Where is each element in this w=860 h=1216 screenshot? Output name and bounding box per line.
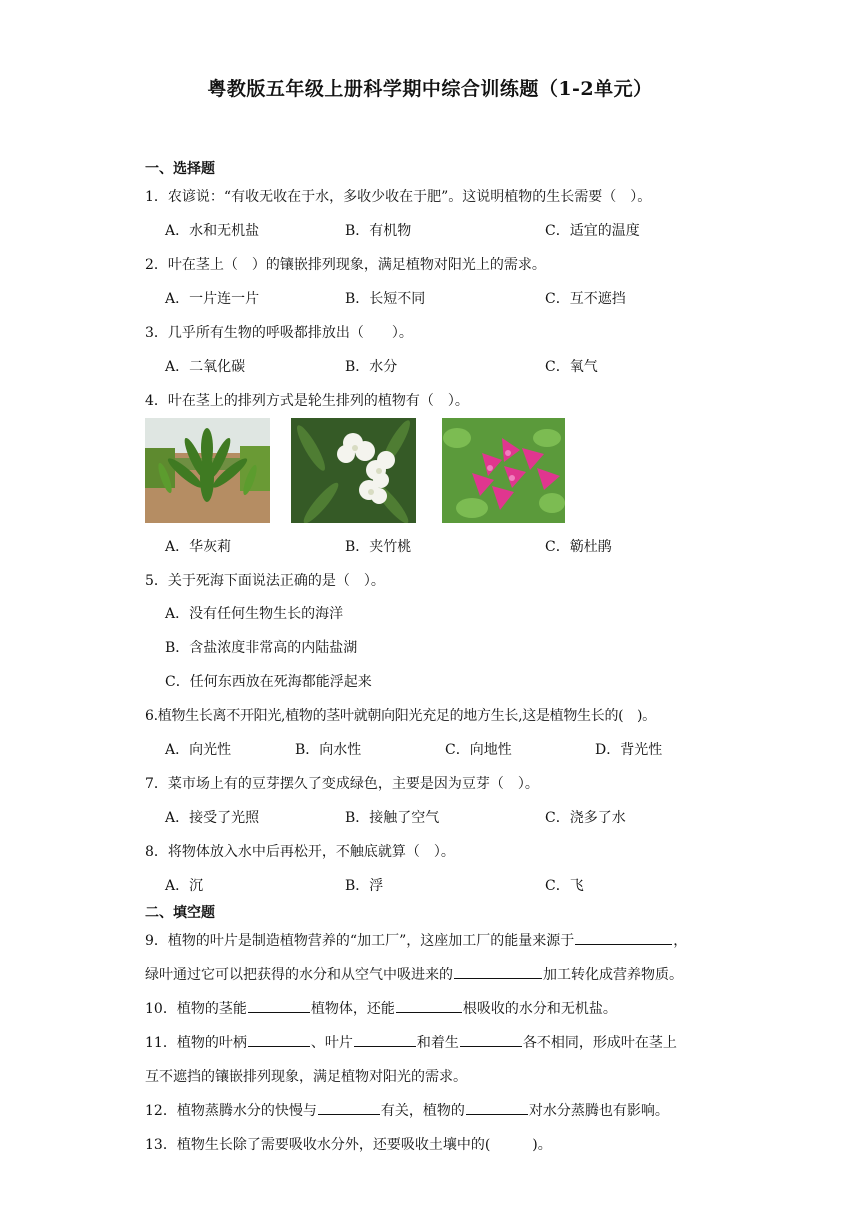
q5-option-a: A．没有任何生物生长的海洋 bbox=[165, 606, 344, 622]
q8-option-c: C．飞 bbox=[545, 878, 584, 894]
answer-blank[interactable] bbox=[396, 998, 462, 1013]
q8-option-a: A．沉 bbox=[165, 878, 204, 894]
q5-option-b: B．含盐浓度非常高的内陆盐湖 bbox=[165, 640, 358, 656]
question-13: 13．植物生长除了需要吸收水分外，还要吸收土壤中的( )。 bbox=[145, 1137, 552, 1153]
question-7: 7．菜市场上有的豆芽摆久了变成绿色，主要是因为豆芽（ ）。 bbox=[145, 776, 539, 792]
section-heading-fill: 二、填空题 bbox=[145, 905, 215, 921]
q5-option-c: C．任何东西放在死海都能浮起来 bbox=[165, 674, 372, 690]
question-4: 4．叶在茎上的排列方式是轮生排列的植物有（ ）。 bbox=[145, 393, 469, 409]
q10-text-2: 植物体，还能 bbox=[310, 1001, 395, 1017]
q2-option-a: A．一片连一片 bbox=[165, 291, 260, 307]
q6-option-d: D．背光性 bbox=[595, 742, 663, 758]
question-11-line-2: 互不遮挡的镶嵌排列现象，满足植物对阳光的需求。 bbox=[145, 1069, 467, 1085]
q2-option-b: B．长短不同 bbox=[345, 291, 426, 307]
q12-text-1: 12．植物蒸腾水分的快慢与 bbox=[145, 1103, 317, 1119]
question-6: 6.植物生长离不开阳光,植物的茎叶就朝向阳光充足的地方生长,这是植物生长的( )。 bbox=[145, 708, 656, 724]
question-3: 3．几乎所有生物的呼吸都排放出（ ）。 bbox=[145, 325, 413, 341]
answer-blank[interactable] bbox=[248, 1032, 310, 1047]
answer-blank[interactable] bbox=[318, 1100, 380, 1115]
answer-blank[interactable] bbox=[460, 1032, 522, 1047]
plant-photo-huahuili bbox=[145, 418, 270, 523]
q9-text-3: 绿叶通过它可以把获得的水分和从空气中吸进来的 bbox=[145, 967, 453, 983]
q10-text-1: 10．植物的茎能 bbox=[145, 1001, 247, 1017]
q11-text-2: 、叶片 bbox=[310, 1035, 353, 1051]
q4-option-b: B．夹竹桃 bbox=[345, 539, 412, 555]
q1-option-a: A．水和无机盐 bbox=[165, 223, 260, 239]
question-1: 1．农谚说：“有收无收在于水，多收少收在于肥”。这说明植物的生长需要（ ）。 bbox=[145, 189, 652, 205]
q9-text-4: 加工转化成营养物质。 bbox=[543, 967, 683, 983]
q7-option-c: C．浇多了水 bbox=[545, 810, 626, 826]
q3-option-a: A．二氧化碳 bbox=[165, 359, 246, 375]
question-9-line-1 bbox=[145, 930, 687, 950]
q1-option-b: B．有机物 bbox=[345, 223, 412, 239]
q6-option-b: B．向水性 bbox=[295, 742, 362, 758]
question-8: 8．将物体放入水中后再松开，不触底就算（ ）。 bbox=[145, 844, 455, 860]
q4-option-c: C．簕杜鹃 bbox=[545, 539, 612, 555]
q9-text-2: ， bbox=[673, 933, 688, 949]
q12-text-3: 对水分蒸腾也有影响。 bbox=[528, 1103, 669, 1119]
q4-option-a: A．华灰莉 bbox=[165, 539, 232, 555]
page-title: 粤教版五年级上册科学期中综合训练题（1-2单元） bbox=[207, 78, 653, 100]
q11-text-4: 各不相同，形成叶在茎上 bbox=[522, 1035, 677, 1051]
answer-blank[interactable] bbox=[466, 1100, 528, 1115]
q3-option-c: C．氧气 bbox=[545, 359, 598, 375]
question-2: 2．叶在茎上（ ）的镶嵌排列现象，满足植物对阳光上的需求。 bbox=[145, 257, 546, 273]
q3-option-b: B．水分 bbox=[345, 359, 398, 375]
q12-text-2: 有关，植物的 bbox=[380, 1103, 465, 1119]
q6-option-c: C．向地性 bbox=[445, 742, 512, 758]
q10-text-3: 根吸收的水分和无机盐。 bbox=[462, 1001, 617, 1017]
q7-option-b: B．接触了空气 bbox=[345, 810, 440, 826]
q11-text-3: 和着生 bbox=[416, 1035, 459, 1051]
answer-blank[interactable] bbox=[454, 964, 542, 979]
q11-text-1: 11．植物的叶柄 bbox=[145, 1035, 247, 1051]
plant-photo-jiazhutao bbox=[291, 418, 416, 523]
question-5: 5．关于死海下面说法正确的是（ ）。 bbox=[145, 573, 385, 589]
q9-text-1: 9．植物的叶片是制造植物营养的“加工厂”，这座加工厂的能量来源于 bbox=[145, 933, 575, 949]
answer-blank[interactable] bbox=[354, 1032, 416, 1047]
section-heading-choice: 一、选择题 bbox=[145, 161, 215, 177]
plant-photo-jianduijuan bbox=[442, 418, 565, 523]
q7-option-a: A．接受了光照 bbox=[165, 810, 260, 826]
q1-option-c: C．适宜的温度 bbox=[545, 223, 640, 239]
question-10 bbox=[145, 998, 617, 1018]
answer-blank[interactable] bbox=[248, 998, 310, 1013]
answer-blank[interactable] bbox=[575, 930, 672, 945]
question-11-line-1 bbox=[145, 1032, 677, 1052]
question-12 bbox=[145, 1100, 669, 1120]
q6-option-a: A．向光性 bbox=[165, 742, 232, 758]
q8-option-b: B．浮 bbox=[345, 878, 384, 894]
question-9-line-2 bbox=[145, 964, 683, 984]
q2-option-c: C．互不遮挡 bbox=[545, 291, 626, 307]
